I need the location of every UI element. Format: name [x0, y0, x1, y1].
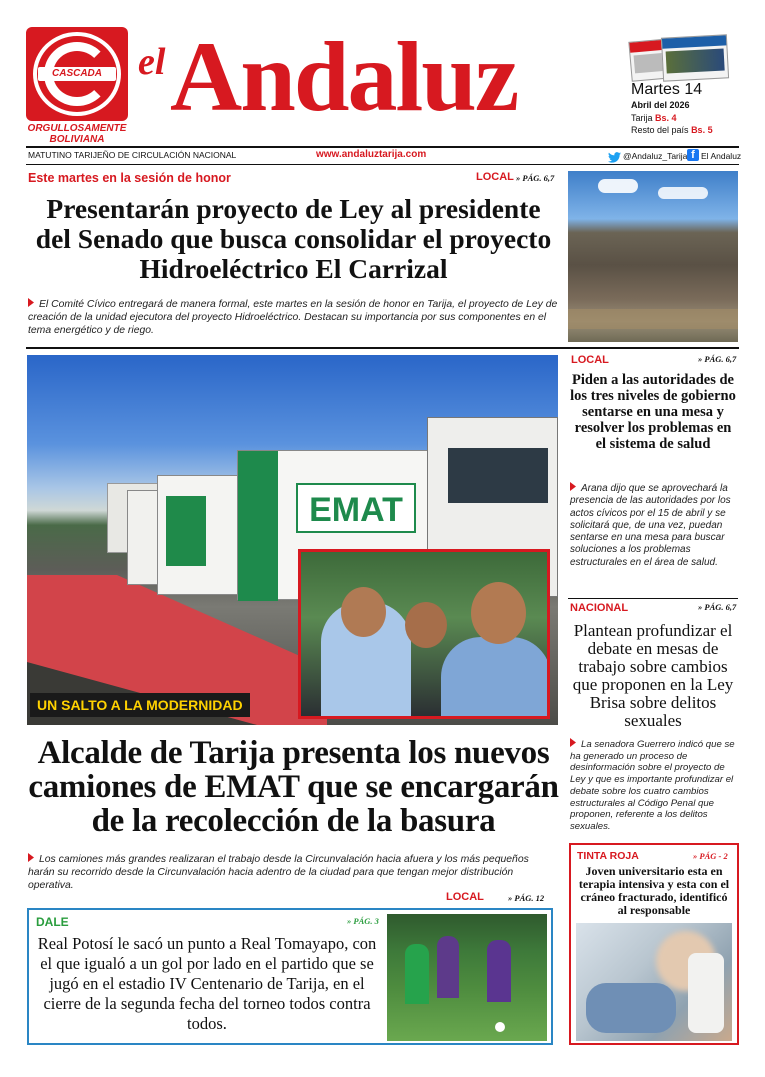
- sports-box-text: Real Potosí le sacó un punto a Real Tomayapo, con el que igualó a un gol por lado en el partido que se jugó en el estadio IV Centenario de Tarija, en el cierre de la segunda fecha del torneo todos contra todos.: [37, 934, 377, 1033]
- bullet-arrow-icon: [570, 482, 576, 491]
- player-purple-2: [487, 940, 511, 1002]
- price-national-value: Bs. 5: [691, 125, 713, 135]
- top-story[interactable]: [26, 168, 561, 344]
- person-right-head: [471, 582, 526, 644]
- football-match-photo: [387, 914, 547, 1041]
- twitter-icon[interactable]: [608, 150, 621, 161]
- side-story-health-page: » PÁG. 6,7: [698, 354, 737, 364]
- top-story-summary-text: El Comité Cívico entregará de manera formal, este martes en la sesión de honor en Tarija, el proyecto de Ley de creación de la unidad ejecutora del proyecto Hidroeléctrico. Destacan su importancia por sus componentes en el tema energético y de riego.: [28, 299, 558, 336]
- side-story-health-summary-text: Arana dijo que se aprovechará la presencia de las autoridades por los actos cívicos por el 15 de abril y se solicitará que, de una vez, puedan sentarse en una mesa para buscar soluciones a los problemas estructurales en el área de salud.: [570, 483, 731, 568]
- side-story-health[interactable]: [568, 352, 738, 598]
- main-story-section: LOCAL: [446, 891, 484, 903]
- top-story-kicker: Este martes en la sesión de honor: [28, 171, 231, 185]
- cascada-logo-text: CASCADA: [38, 67, 116, 81]
- logo-slogan-line2: BOLIVIANA: [49, 134, 105, 145]
- website-link[interactable]: www.andaluztarija.com: [316, 149, 427, 160]
- hydro-dam-photo: [568, 171, 738, 342]
- issue-date: Abril del 2026: [631, 100, 690, 110]
- masthead: [0, 0, 765, 168]
- side-rule-1: [568, 598, 738, 599]
- truck-emat-logo: EMAT: [296, 483, 416, 533]
- main-story[interactable]: [26, 730, 561, 905]
- masthead-rule-top: [26, 146, 739, 148]
- issue-day: Martes 14: [631, 81, 703, 98]
- mayor-inset-photo: [298, 549, 550, 719]
- person-left-head: [341, 587, 386, 637]
- main-story-summary-text: Los camiones más grandes realizaran el trabajo desde la Circunvalación hacia afuera y los más pequeños harán su recorrido desde la Circunvalación hacia adentro de la ciudad para que tengan mejor distribución operativa.: [28, 854, 529, 891]
- sports-box-page: » PÁG. 3: [347, 916, 379, 926]
- masthead-rule-bottom: [26, 164, 739, 165]
- crime-box[interactable]: [569, 843, 739, 1045]
- price-local-value: Bs. 4: [655, 113, 677, 123]
- thumbnail-dale: [661, 34, 729, 81]
- bullet-arrow-icon: [28, 853, 34, 862]
- bullet-arrow-icon: [570, 738, 576, 747]
- newspaper-thumbnails: [628, 34, 732, 82]
- ball-icon: [495, 1022, 505, 1032]
- person-middle-head: [405, 602, 447, 648]
- side-story-ley-brisa-summary-text: La senadora Guerrero indicó que se ha generado un proceso de desinformación sobre el proyecto de Ley y que es importante profundizar el debate sobre los cuatro cambios estructurales al Código Penal que proponen, referente a los delitos sexuales.: [570, 739, 735, 832]
- bullet-arrow-icon: [28, 298, 34, 307]
- player-green: [405, 944, 429, 1004]
- side-story-ley-brisa-summary: [570, 738, 736, 833]
- price-national-label: Resto del país: [631, 125, 689, 135]
- sports-box-section: DALE: [36, 915, 69, 929]
- price-local: [631, 113, 677, 123]
- newspaper-name-prefix: el: [138, 41, 166, 83]
- person-right: [441, 637, 550, 719]
- side-story-health-headline: Piden a las autoridades de los tres niveles de gobierno sentarse en una mesa y resolver los problemas en el sistema de salud: [570, 372, 736, 452]
- logo-slogan: [18, 123, 136, 145]
- main-story-headline: Alcalde de Tarija presenta los nuevos camiones de EMAT que se encargarán de la recolección de la basura: [28, 735, 559, 839]
- emat-trucks-photo: [27, 355, 558, 725]
- top-story-headline: Presentarán proyecto de Ley al presidente del Senado que busca consolidar el proyecto Hidroeléctrico El Carrizal: [35, 193, 552, 284]
- hospital-patient-photo: [576, 923, 732, 1041]
- top-story-summary: [28, 298, 558, 337]
- main-story-summary: [28, 853, 558, 892]
- facebook-icon[interactable]: f: [687, 149, 699, 161]
- price-national: [631, 125, 713, 135]
- newspaper-name: Andaluz: [170, 21, 518, 132]
- crime-box-section: TINTA ROJA: [577, 850, 639, 862]
- side-story-ley-brisa-headline: Plantean profundizar el debate en mesas de trabajo sobre cambios que proponen en la Ley Brisa sobre delitos sexuales: [572, 621, 734, 730]
- logo-slogan-line1: ORGULLOSAMENTE: [27, 123, 127, 134]
- cascada-logo: [26, 27, 128, 121]
- main-story-page: » PÁG. 12: [508, 893, 545, 903]
- top-story-rule: [26, 347, 739, 349]
- side-story-ley-brisa[interactable]: [568, 600, 738, 838]
- side-story-health-section: LOCAL: [571, 354, 609, 366]
- tagline: MATUTINO TARIJEÑO DE CIRCULACIÓN NACIONAL: [28, 150, 237, 160]
- side-story-health-summary: [570, 482, 736, 569]
- price-local-label: Tarija: [631, 113, 653, 123]
- side-story-ley-brisa-page: » PÁG. 6,7: [698, 602, 737, 612]
- crime-box-page: » PÁG - 2: [693, 851, 728, 861]
- facebook-handle[interactable]: El Andaluz: [701, 151, 742, 161]
- side-story-ley-brisa-section: NACIONAL: [570, 602, 629, 614]
- main-story-banner: UN SALTO A LA MODERNIDAD: [30, 693, 250, 717]
- top-story-section: LOCAL: [476, 171, 514, 183]
- twitter-handle[interactable]: @Andaluz_Tarija: [623, 151, 688, 161]
- player-purple-1: [437, 936, 459, 998]
- crime-box-headline: Joven universitario esta en terapia intensiva y esta con el cráneo fracturado, identificó al responsable: [578, 864, 730, 917]
- sports-box[interactable]: [27, 908, 553, 1045]
- top-story-page: » PÁG. 6,7: [516, 173, 555, 183]
